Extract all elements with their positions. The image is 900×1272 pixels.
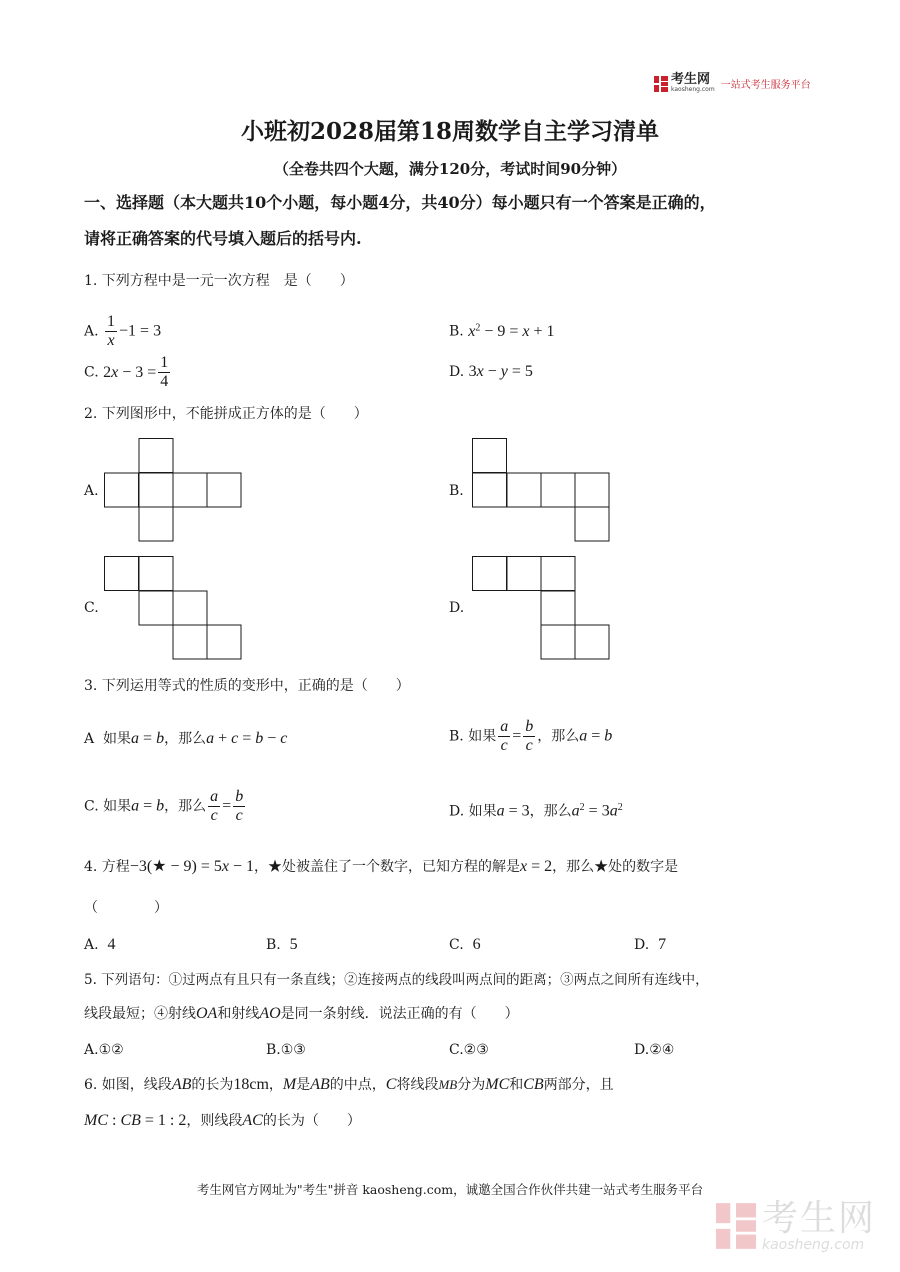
q2-net-b [472, 438, 612, 542]
page-title: 小班初2028届第18周数学自主学习清单 [240, 118, 660, 145]
q6-line1: 6. 如图，线段AB的长为18cm，M是AB的中点，C将线段MB分为MC和CB两部分，且 [84, 1076, 614, 1093]
q6-t7: 分为 [457, 1077, 486, 1093]
watermark [716, 1200, 876, 1252]
q2-net-a [104, 438, 244, 542]
q4-option-b-value: 5 [289, 936, 298, 953]
logo-brand: 考生网 [671, 72, 711, 87]
q2-net-c [104, 556, 244, 660]
q1-option-b-label: B. [449, 323, 464, 340]
q4-option-c-value: 6 [472, 936, 481, 953]
q2-option-d-label: D. [449, 600, 465, 616]
q5-option-c [449, 1040, 489, 1060]
q5-option-c-label: C. [449, 1042, 464, 1058]
q5-line2-b: 和射线 [217, 1006, 260, 1022]
q1-a-fraction: $\frac{1}{x}$ [107, 313, 116, 349]
q3-c-if: 如果 [103, 798, 132, 815]
q4-blank: （ ） [84, 900, 168, 916]
q1-c-expr: 2x − 3 = [103, 363, 157, 381]
q3-option-c-label: C. [84, 798, 99, 815]
q4-option-c [449, 935, 481, 955]
q4-stem-mid: ，★处被盖住了一个数字，已知方程的解是 [254, 859, 521, 875]
q4-option-b [266, 935, 298, 955]
q5-option-d [634, 1040, 674, 1060]
q4-option-d [634, 935, 666, 955]
q4-option-d-value: 7 [658, 936, 667, 953]
page-footer: 考生网官方网址为"考生"拼音 kaosheng.com，诚邀全国合作伙伴共建一站式考生服务平台 [196, 1182, 704, 1197]
q1-option-c [84, 354, 172, 391]
q4-option-b-label: B. [266, 937, 281, 953]
q1-option-d [449, 362, 533, 382]
q5-line2-a: 线段最短；④射线 [84, 1006, 196, 1022]
q6-line2: MC : CB = 1 : 2，则线段AC的长为（ ） [84, 1112, 361, 1129]
q3-option-a: A 如果a = b，那么a + c = b − c [84, 730, 288, 747]
q6-t9: 两部分，且 [543, 1077, 614, 1093]
q5-option-b-value: ①③ [280, 1042, 306, 1058]
q5-option-a-label: A. [84, 1042, 99, 1058]
q1-a-expr: −1 = 3 [119, 322, 162, 340]
q1-option-b [449, 318, 555, 342]
q6-t10: ，则线段 [186, 1113, 243, 1129]
q3-d-then: 那么 [543, 803, 572, 820]
q5-option-d-label: D. [634, 1042, 650, 1058]
q1-option-a-label: A. [84, 323, 99, 340]
q4-stem-end: ，那么★处的数字是 [552, 859, 679, 875]
q1-d-expr: 3x − y = 5 [468, 363, 533, 380]
q6-t3: ， [268, 1077, 283, 1093]
q2-stem: 2. 下列图形中，不能拼成正方体的是（ ） [84, 406, 368, 422]
q1-option-c-label: C. [84, 364, 99, 381]
q4-equation: −3(★ − 9) = 5x − 1 [129, 858, 255, 875]
q4-stem-prefix: 4. 方程 [84, 859, 130, 875]
section-heading-line2: 请将正确答案的代号填入题后的括号内. [84, 229, 362, 248]
q3-option-b: B. 如果 $\frac{a}{c}$ = $\frac{b}{c}$ ，那么a = b [449, 718, 613, 754]
q3-b-if: 如果 [468, 728, 497, 745]
q6-t1: 6. 如图，线段 [84, 1077, 172, 1093]
header-logo [654, 74, 811, 93]
q3-b-then: 那么 [551, 728, 580, 745]
q5-option-b-label: B. [266, 1042, 281, 1058]
q4-option-a [84, 935, 115, 955]
q5-option-a-value: ①② [98, 1042, 124, 1058]
q2-option-b-label: B. [449, 483, 464, 499]
q3-stem: 3. 下列运用等式的性质的变形中，正确的是（ ） [84, 678, 410, 694]
q1-stem: 1. 下列方程中是一元一次方程 是（ ） [84, 273, 354, 289]
q6-t8: 和 [509, 1077, 524, 1093]
q5-option-d-value: ②④ [649, 1042, 675, 1058]
q5-option-a [84, 1040, 124, 1060]
q2-net-d [472, 556, 612, 660]
q6-t6: 将线段 [396, 1077, 439, 1093]
watermark-domain: kaosheng.com [762, 1237, 865, 1253]
q6-t2: 的长为 [191, 1077, 234, 1093]
q2-option-a-label: A. [84, 483, 99, 499]
page-subtitle: （全卷共四个大题，满分120分，考试时间90分钟） [273, 160, 627, 178]
q1-option-d-label: D. [449, 364, 465, 380]
q5-option-c-value: ②③ [463, 1042, 489, 1058]
q3-option-c: C. 如果a = b，那么 $\frac{a}{c}$ = $\frac{b}{c}$ [84, 788, 244, 824]
q6-t5: 的中点， [329, 1077, 386, 1093]
q3-a-if: 如果 [103, 731, 132, 747]
q3-option-b-label: B. [449, 728, 464, 745]
q5-line2-c: 是同一条射线．说法正确的有（ ） [280, 1006, 519, 1022]
logo-domain: kaosheng.com [671, 86, 715, 93]
q3-option-d-label: D. [449, 803, 465, 820]
q1-option-a [84, 313, 161, 350]
q4-option-d-label: D. [634, 937, 650, 953]
q5-option-b [266, 1040, 306, 1060]
q2-option-c-label: C. [84, 600, 99, 616]
q3-option-a-label: A [84, 731, 95, 747]
q4-option-c-label: C. [449, 937, 464, 953]
watermark-brand: 考生网 [762, 1198, 877, 1239]
q3-d-if: 如果 [468, 803, 497, 820]
q3-a-then: 那么 [178, 731, 207, 747]
q1-c-fraction: $\frac{1}{4}$ [160, 354, 169, 390]
q6-t11: 的长为（ ） [262, 1113, 361, 1129]
q3-c-then: 那么 [178, 798, 207, 815]
watermark-logo-icon [716, 1202, 756, 1250]
logo-slogan: 一站式考生服务平台 [720, 80, 811, 91]
q1-b-expr: $x^2 - 9 = x + 1$ [468, 322, 555, 340]
q4-option-a-label: A. [84, 937, 99, 953]
q6-t4: 是 [296, 1077, 311, 1093]
q4-stem: 4. 方程−3(★ − 9) = 5x − 1，★处被盖住了一个数字，已知方程的解是x = 2，那么★处的数字是 [84, 858, 679, 875]
q5-line1: 5. 下列语句：①过两点有且只有一条直线；②连接两点的线段叫两点间的距离；③两点之间所有连线中， [84, 972, 709, 988]
q3-option-d: D. 如果a = 3，那么$a^2 = 3a^2$ [449, 802, 623, 820]
q4-option-a-value: 4 [107, 936, 116, 953]
kaosheng-logo-icon [654, 76, 668, 92]
section-heading-line1: 一、选择题（本大题共10个小题，每小题4分，共40分）每小题只有一个答案是正确的， [84, 193, 716, 212]
q5-line2: 线段最短；④射线OA和射线AO是同一条射线．说法正确的有（ ） [84, 1005, 519, 1022]
